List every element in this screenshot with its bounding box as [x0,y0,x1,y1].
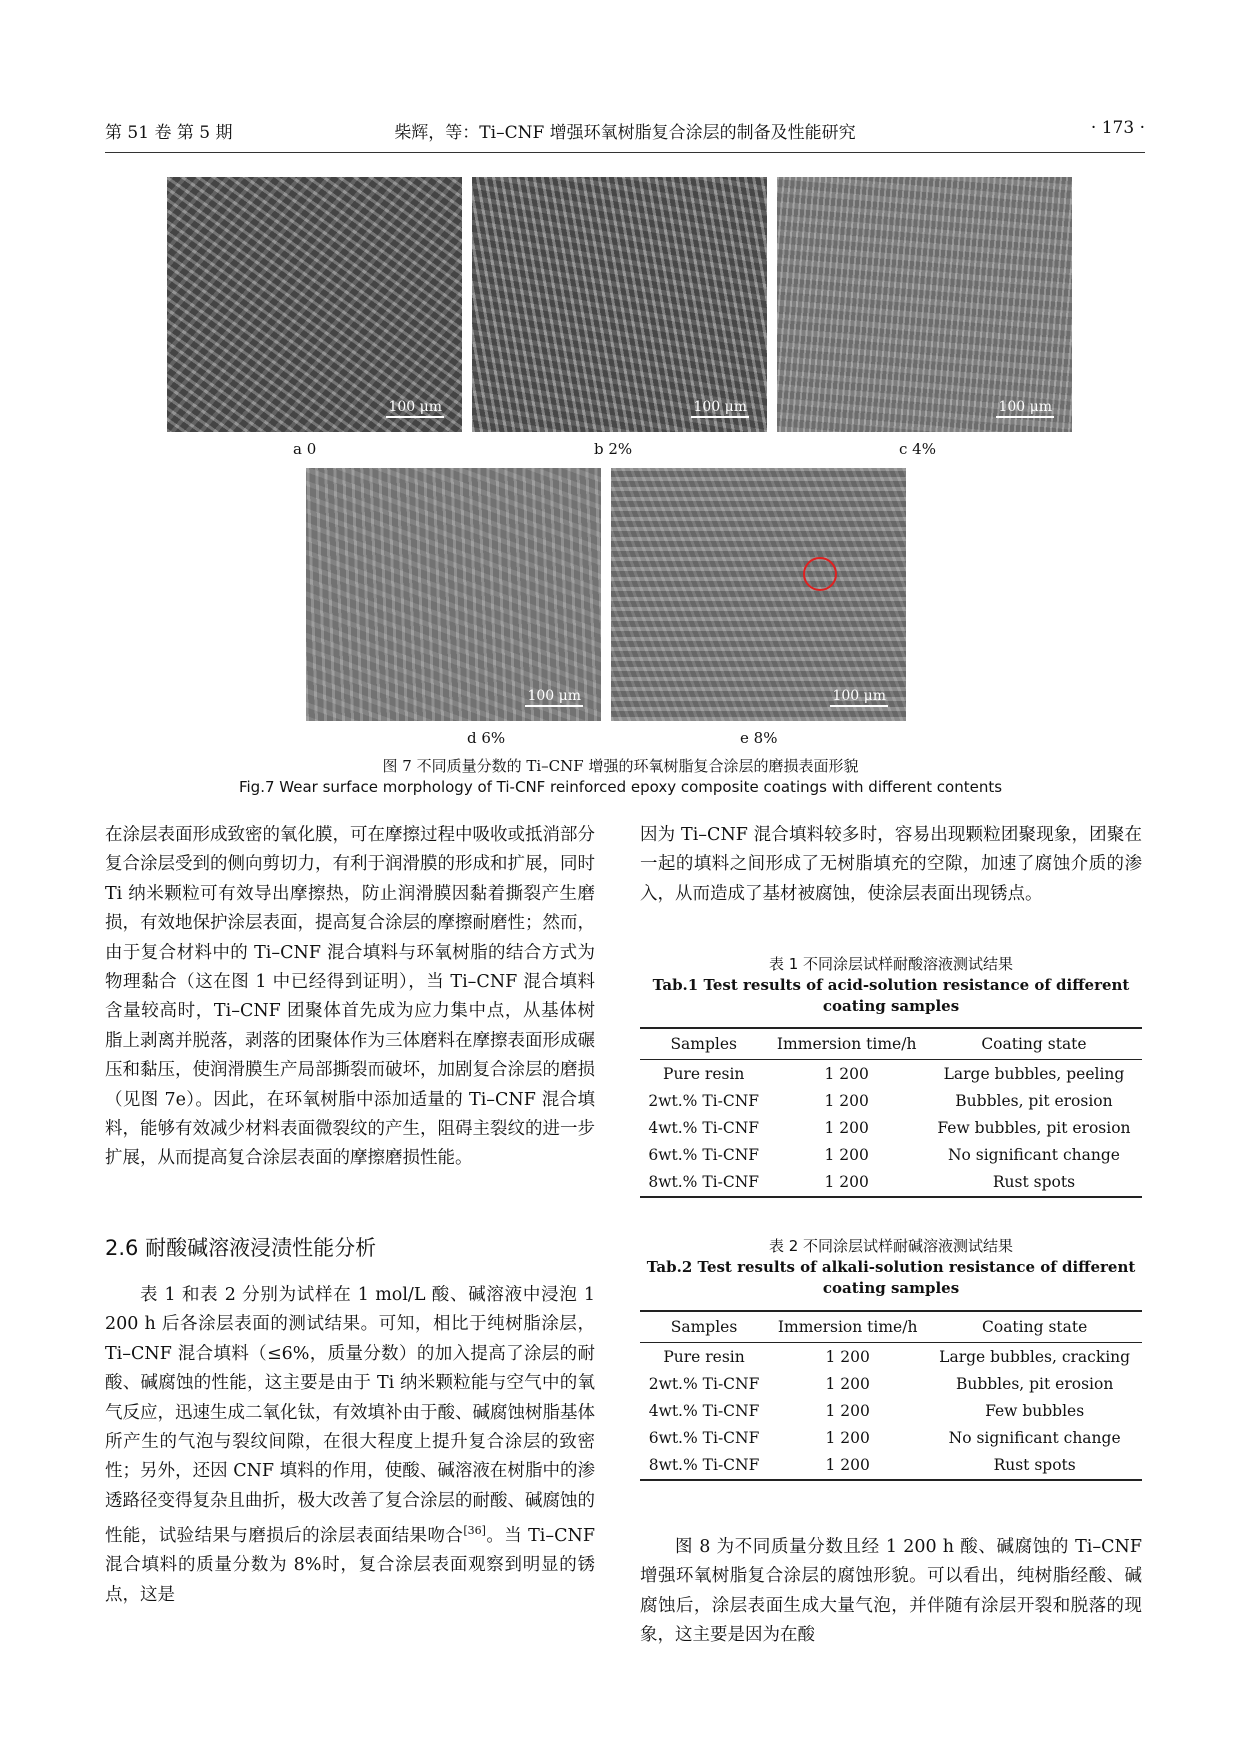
sem-image-b [472,177,767,432]
table-cell: 4wt.% Ti-CNF [648,1118,760,1137]
panel-label-e: e 8% [740,729,778,747]
table-cell: Bubbles, pit erosion [955,1091,1113,1110]
figure-caption-zh: 图 7 不同质量分数的 Ti–CNF 增强的环氧树脂复合涂层的磨损表面形貌 [382,757,859,775]
citation-ref: [36] [463,1524,486,1538]
table-row [640,1142,1142,1169]
table-cell: Large bubbles, cracking [939,1347,1131,1366]
table-2-caption [640,1236,1142,1299]
table-row [640,1397,1142,1424]
table-cell: 2wt.% Ti-CNF [648,1091,760,1110]
column-header: Samples [640,1028,767,1060]
running-title: 柴辉，等：Ti–CNF 增强环氧树脂复合涂层的制备及性能研究 [394,123,856,143]
table-2 [640,1310,1142,1481]
table-caption-zh: 表 1 不同涂层试样耐酸溶液测试结果 [768,955,1014,973]
sem-image-a [167,177,462,432]
panel-label-b: b 2% [594,440,633,458]
body-paragraph: 图 8 为不同质量分数且经 1 200 h 酸、碱腐蚀的 Ti–CNF 增强环氧树脂复合涂层的腐蚀形貌。可以看出，纯树脂经酸、碱腐蚀后，涂层表面生成大量气泡，并伴随有涂层开裂和脱落的现象，这主要是因为在酸 [640,1537,1142,1646]
right-column-para-top [640,821,1142,909]
column-header: Immersion time/h [768,1311,927,1343]
left-column-para-1 [105,821,595,1174]
table-cell: 1 200 [824,1146,869,1165]
table-cell: 1 200 [825,1429,870,1448]
scale-bar: 100 μm [525,688,583,707]
table-row [640,1425,1142,1452]
agglomerate-marker [803,557,837,591]
table-cell: 1 200 [825,1347,870,1366]
table-caption-en: Tab.2 Test results of alkali-solution resistance of different coating samples [646,1258,1136,1297]
table-caption-en: Tab.1 Test results of acid-solution resistance of different coating samples [652,976,1130,1015]
table-cell: Large bubbles, peeling [943,1064,1125,1083]
table-row [640,1114,1142,1141]
table-1-caption [640,954,1142,1017]
scale-bar: 100 μm [996,399,1054,418]
table-cell: No significant change [948,1429,1121,1448]
table-cell: 1 200 [824,1064,869,1083]
table-cell: Few bubbles [985,1401,1085,1420]
header-divider [105,152,1145,153]
table-cell: 1 200 [767,1169,925,1197]
volume-issue: 第 51 卷 第 5 期 [105,123,233,143]
table-cell: 2wt.% Ti-CNF [648,1374,760,1393]
table-cell: 1 200 [824,1091,869,1110]
table-cell: 6wt.% Ti-CNF [648,1429,760,1448]
column-header: Immersion time/h [767,1028,925,1060]
panel-label-d: d 6% [467,729,506,747]
scale-bar: 100 μm [830,688,888,707]
table-cell: No significant change [947,1146,1120,1165]
panel-label-c: c 4% [899,440,936,458]
sem-image-e [611,468,906,721]
table-cell: 4wt.% Ti-CNF [648,1401,760,1420]
table-row [640,1370,1142,1397]
left-column-para-2 [105,1281,595,1610]
table-cell: 1 200 [768,1452,927,1480]
table-cell: 8wt.% Ti-CNF [640,1452,768,1480]
table-cell: Pure resin [663,1347,745,1366]
table-cell: Pure resin [663,1064,745,1083]
table-row [640,1087,1142,1114]
right-column-para-bottom [640,1533,1142,1651]
panel-label-a: a 0 [293,440,317,458]
scale-bar: 100 μm [386,399,444,418]
body-paragraph: 在涂层表面形成致密的氧化膜，可在摩擦过程中吸收或抵消部分复合涂层受到的侧向剪切力，有利于润滑膜的形成和扩展，同时 Ti 纳米颗粒可有效导出摩擦热，防止润滑膜因黏着撕裂产生磨损，有效地保护涂层表面，提高复合涂层的摩擦耐磨性；然而，由于复合材料中的 Ti–CNF 混合填料与环氧树脂的结合方式为物理黏合（这在图 1 中已经得到证明），当 Ti–CNF 混合填料含量较高时，Ti–CNF 团聚体首先成为应力集中点，从基体树脂上剥离并脱落，剥落的团聚体作为三体磨料在摩擦表面形成碾压和黏压，使润滑膜生产局部撕裂而破坏，加剧复合涂层的磨损（见图 7e）。因此，在环氧树脂中添加适量的 Ti–CNF 混合填料，能够有效减少材料表面微裂纹的产生，阻碍主裂纹的进一步扩展，从而提高复合涂层表面的摩擦磨损性能。 [105,825,595,1169]
table-row [640,1343,1142,1371]
column-header: Coating state [926,1028,1142,1060]
figure-caption-en: Fig.7 Wear surface morphology of Ti-CNF reinforced epoxy composite coatings with different contents [238,778,1003,796]
table-cell: Rust spots [926,1169,1142,1197]
table-cell: 8wt.% Ti-CNF [640,1169,767,1197]
running-header [105,118,1145,146]
table-header-row [640,1028,1142,1060]
scale-bar: 100 μm [691,399,749,418]
page-number: · 173 · [1090,118,1145,138]
table-row [640,1452,1142,1480]
table-cell: Rust spots [927,1452,1142,1480]
column-header: Samples [640,1311,768,1343]
table-cell: Bubbles, pit erosion [955,1374,1114,1393]
table-cell: 1 200 [825,1374,870,1393]
table-cell: 6wt.% Ti-CNF [648,1146,760,1165]
table-row [640,1169,1142,1197]
section-heading: 2.6 耐酸碱溶液浸渍性能分析 [105,1236,377,1260]
sem-image-c [777,177,1072,432]
table-cell: Few bubbles, pit erosion [937,1118,1131,1137]
paragraph-text: 表 1 和表 2 分别为试样在 1 mol/L 酸、碱溶液中浸泡 1 200 h 后各涂层表面的测试结果。可知，相比于纯树脂涂层，Ti–CNF 混合填料（≤6%，质量分数）的加入提高了涂层的耐酸、碱腐蚀的性能，这主要是由于 Ti 纳米颗粒能与空气中的氧气反应，迅速生成二氧化钛，有效填补由于酸、碱腐蚀树脂基体所产生的气泡与裂纹间隙，在很大程度上提升复合涂层的致密性；另外，还因 CNF 填料的作用，使酸、碱溶液在树脂中的渗透路径变得复杂且曲折，极大改善了复合涂层的耐酸、碱腐蚀的性能，试验结果与磨损后的涂层表面结果吻合 [105,1285,595,1547]
paragraph-text-cont: 。当 Ti–CNF 混合填料的质量分数为 8%时，复合涂层表面观察到明显的锈点，这是 [105,1526,595,1605]
body-paragraph [105,1281,595,1610]
table-1 [640,1027,1142,1198]
table-header-row [640,1311,1142,1343]
table-caption-zh: 表 2 不同涂层试样耐碱溶液测试结果 [768,1237,1014,1255]
table-cell: 1 200 [825,1401,870,1420]
sem-image-d [306,468,601,721]
table-cell: 1 200 [824,1118,869,1137]
body-paragraph: 因为 Ti–CNF 混合填料较多时，容易出现颗粒团聚现象，团聚在一起的填料之间形成了无树脂填充的空隙，加速了腐蚀介质的渗入，从而造成了基材被腐蚀，使涂层表面出现锈点。 [640,825,1142,904]
table-row [640,1060,1142,1088]
column-header: Coating state [927,1311,1142,1343]
